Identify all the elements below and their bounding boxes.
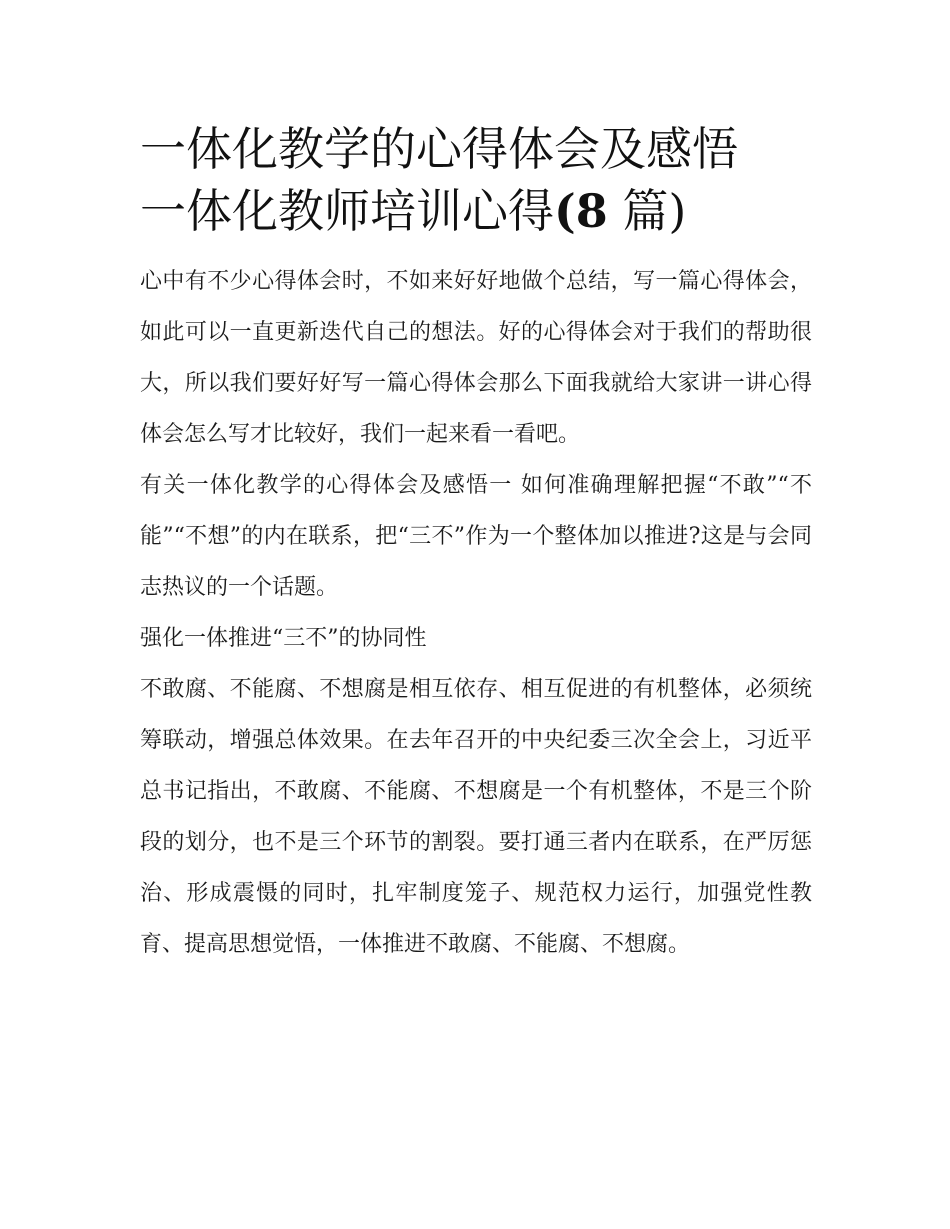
- document-content: [140, 118, 812, 970]
- title-line-2-prefix: 一体化教师培训心得: [140, 184, 554, 238]
- title-line-1: 一体化教学的心得体会及感悟: [140, 122, 738, 176]
- title-count: 8: [575, 184, 608, 238]
- article-one-intro-paragraph: 有关一体化教学的心得体会及感悟一 如何准确理解把握“不敢”“不能”“不想”的内在联系，把“三不”作为一个整体加以推进?这是与会同志热议的一个话题。: [140, 473, 812, 600]
- document-title: [140, 118, 812, 242]
- section-paragraph: 不敢腐、不能腐、不想腐是相互依存、相互促进的有机整体，必须统筹联动，增强总体效果。在去年召开的中央纪委三次全会上，习近平总书记指出，不敢腐、不能腐、不想腐是一个有机整体，不是三个阶段的划分，也不是三个环节的割裂。要打通三者内在联系，在严厉惩治、形成震慑的同时，扎牢制度笼子、规范权力运行，加强党性教育、提高思想觉悟，一体推进不敢腐、不能腐、不想腐。: [140, 677, 812, 957]
- section-heading: 强化一体推进“三不”的协同性: [140, 626, 427, 651]
- intro-paragraph: 心中有不少心得体会时，不如来好好地做个总结，写一篇心得体会，如此可以一直更新迭代自己的想法。好的心得体会对于我们的帮助很大，所以我们要好好写一篇心得体会那么下面我就给大家讲一讲心得体会怎么写才比较好，我们一起来看一看吧。: [140, 269, 812, 447]
- title-line-2-suffix: 篇): [607, 184, 687, 238]
- title-line-2: [140, 180, 812, 242]
- title-paren-open: (: [554, 184, 576, 238]
